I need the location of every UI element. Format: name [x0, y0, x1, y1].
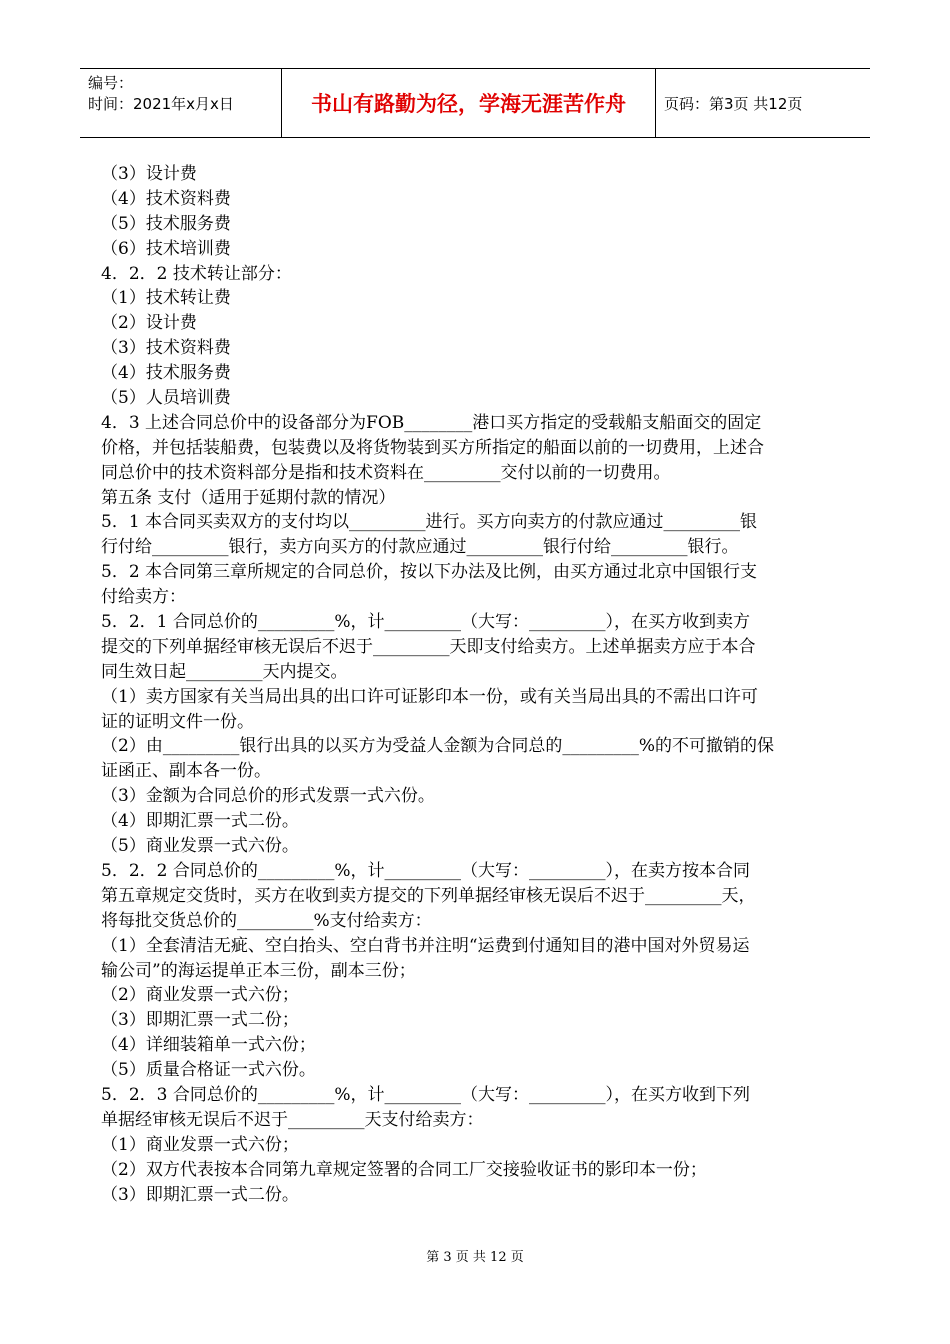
header-page-number: 页码：第3页 共12页	[664, 94, 803, 113]
text-line: （5）商业发票一式六份。	[101, 836, 299, 857]
text-line: 5．1 本合同买卖双方的支付均以_________进行。买方向卖方的付款应通过_________银	[101, 512, 758, 533]
text-line: （6）技术培训费	[101, 238, 231, 259]
text-line: （5）人员培训费	[101, 388, 231, 409]
text-line: 证函正、副本各一份。	[101, 761, 271, 782]
text-line: 5．2．3 合同总价的_________%，计_________（大写：_________），在买方收到下列	[101, 1084, 751, 1105]
text-line: 第五章规定交货时，买方在收到卖方提交的下列单据经审核无误后不迟于_________天，	[101, 885, 756, 906]
text-line: 第五条 支付（适用于延期付款的情况）	[101, 487, 396, 508]
text-line: 证的证明文件一份。	[101, 711, 254, 732]
page-footer: 第 3 页 共 12 页	[426, 1250, 524, 1265]
text-line: 输公司”的海运提单正本三份，副本三份；	[101, 960, 416, 981]
text-line: （4）技术服务费	[101, 363, 231, 384]
text-line: 行付给_________银行，卖方向买方的付款应通过_________银行付给_________银行。	[101, 537, 739, 558]
header-meta	[80, 69, 282, 137]
page-header	[80, 68, 870, 138]
text-line: 单据经审核无误后不迟于_________天支付给卖方：	[101, 1109, 484, 1130]
text-line: （1）商业发票一式六份；	[101, 1134, 299, 1155]
text-line: 付给卖方：	[101, 587, 186, 608]
text-line: 将每批交货总价的_________%支付给卖方：	[101, 910, 432, 931]
text-line: 5．2．1 合同总价的_________%，计_________（大写：_________），在买方收到卖方	[101, 612, 751, 633]
text-line: （1）卖方国家有关当局出具的出口许可证影印本一份，或有关当局出具的不需出口许可	[101, 686, 758, 707]
text-line: （3）即期汇票一式二份；	[101, 1010, 299, 1031]
text-line: （1）全套清洁无疵、空白抬头、空白背书并注明“运费到付通知目的港中国对外贸易运	[101, 935, 750, 956]
text-line: 5．2 本合同第三章所规定的合同总价，按以下办法及比例，由买方通过北京中国银行支	[101, 562, 758, 583]
text-line: （1）技术转让费	[101, 288, 231, 309]
text-line: （3）即期汇票一式二份。	[101, 1184, 299, 1205]
text-line: （4）即期汇票一式二份。	[101, 811, 299, 832]
text-line: 提交的下列单据经审核无误后不迟于_________天即支付给卖方。上述单据卖方应于本合	[101, 636, 756, 657]
text-line: （2）设计费	[101, 313, 197, 334]
document-body	[101, 162, 853, 1207]
text-line: 5．2．2 合同总价的_________%，计_________（大写：_________），在卖方按本合同	[101, 860, 751, 881]
text-line: （2）由_________银行出具的以买方为受益人金额为合同总的_________%的不可撤销的保	[101, 736, 774, 757]
header-motto: 书山有路勤为径，学海无涯苦作舟	[282, 69, 656, 137]
text-line: （3）金额为合同总价的形式发票一式六份。	[101, 786, 435, 807]
text-line: （5）质量合格证一式六份。	[101, 1060, 316, 1081]
text-line: （3）设计费	[101, 164, 197, 184]
text-line: （4）技术资料费	[101, 188, 231, 209]
text-line: （4）详细装箱单一式六份；	[101, 1035, 316, 1056]
text-line: （3）技术资料费	[101, 338, 231, 359]
text-line: 同总价中的技术资料部分是指和技术资料在_________交付以前的一切费用。	[101, 462, 671, 483]
text-line: （2）双方代表按本合同第九章规定签署的合同工厂交接验收证书的影印本一份；	[101, 1159, 707, 1180]
text-line: 4．3 上述合同总价中的设备部分为FOB________港口买方指定的受载船支船面交的固定	[101, 412, 762, 433]
document-time-label: 时间：2021年x月x日	[88, 95, 234, 113]
text-line: 4．2．2 技术转让部分：	[101, 263, 292, 284]
text-line: （2）商业发票一式六份；	[101, 985, 299, 1006]
document-number-label: 编号：	[88, 74, 134, 92]
text-line: 价格，并包括装船费，包装费以及将货物装到买方所指定的船面以前的一切费用，上述合	[101, 437, 764, 458]
text-line: （5）技术服务费	[101, 213, 231, 234]
text-line: 同生效日起_________天内提交。	[101, 661, 348, 682]
